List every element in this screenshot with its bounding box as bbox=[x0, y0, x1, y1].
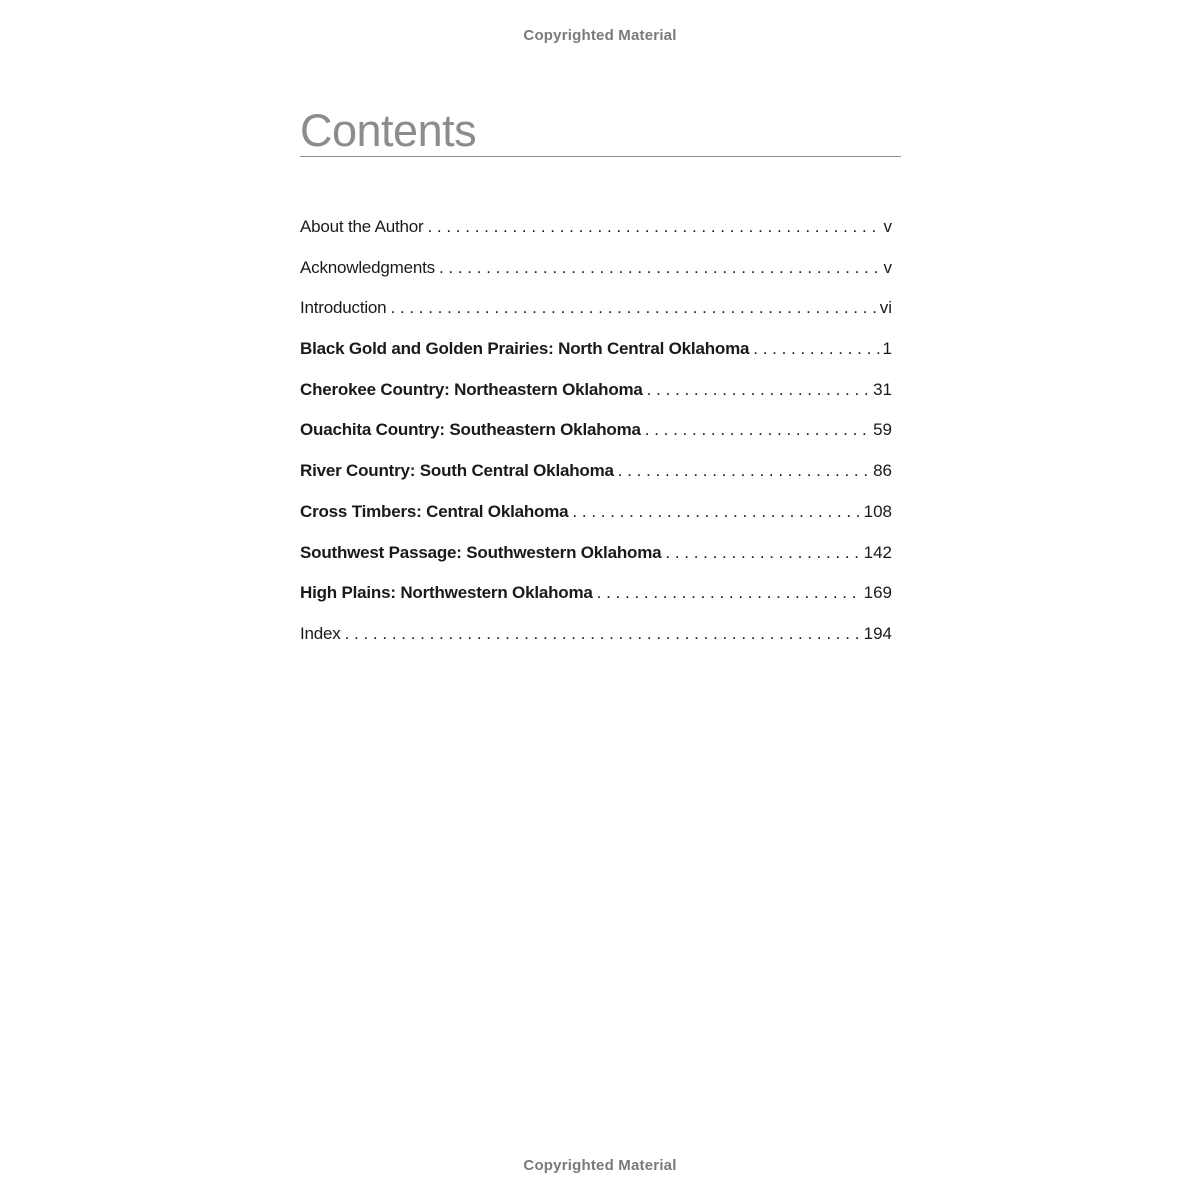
toc-dot-leader bbox=[597, 582, 862, 604]
toc-entry-page: v bbox=[883, 217, 892, 236]
toc-entry-page: 194 bbox=[863, 623, 892, 643]
toc-entry-page: v bbox=[883, 257, 892, 277]
toc-entry[interactable] bbox=[300, 623, 892, 664]
toc-entry-label: River Country: South Central Oklahoma bbox=[300, 461, 614, 481]
toc-entry-label: Introduction bbox=[300, 298, 387, 318]
toc-entry-label: About the Author bbox=[300, 217, 424, 236]
toc-dot-leader bbox=[647, 379, 871, 401]
toc-entry-page: 142 bbox=[863, 542, 892, 562]
contents-heading bbox=[300, 106, 901, 157]
toc-entry-label: Southwest Passage: Southwestern Oklahoma bbox=[300, 542, 662, 562]
copyright-watermark-top: Copyrighted Material bbox=[523, 27, 677, 44]
toc-entry-label: Cherokee Country: Northeastern Oklahoma bbox=[300, 379, 643, 399]
toc-entry-label: Ouachita Country: Southeastern Oklahoma bbox=[300, 420, 641, 440]
toc-entry-page: vi bbox=[879, 298, 892, 318]
toc-entry[interactable] bbox=[300, 582, 892, 623]
toc-entry-label: Black Gold and Golden Prairies: North Central Oklahoma bbox=[300, 339, 750, 359]
toc-entry-label: Cross Timbers: Central Oklahoma bbox=[300, 501, 569, 521]
toc-dot-leader bbox=[427, 216, 881, 238]
toc-entry[interactable] bbox=[300, 419, 892, 460]
toc-entry-page: 59 bbox=[873, 420, 892, 440]
toc-entry[interactable] bbox=[300, 216, 892, 257]
page-title: Contents bbox=[300, 105, 477, 156]
toc-entry[interactable] bbox=[300, 501, 892, 542]
toc-entry[interactable] bbox=[300, 257, 892, 298]
toc-dot-leader bbox=[665, 542, 861, 564]
toc-entry[interactable] bbox=[300, 379, 892, 420]
toc-entry-label: Index bbox=[300, 623, 341, 643]
toc-entry-page: 86 bbox=[873, 461, 892, 481]
toc-dot-leader bbox=[645, 419, 871, 441]
toc-entry-label: High Plains: Northwestern Oklahoma bbox=[300, 583, 593, 603]
toc-entry-page: 169 bbox=[863, 583, 892, 603]
toc-entry-page: 108 bbox=[863, 501, 892, 521]
copyright-watermark-bottom: Copyrighted Material bbox=[523, 1157, 677, 1174]
toc-dot-leader bbox=[753, 338, 880, 360]
toc-entry-label: Acknowledgments bbox=[300, 257, 435, 277]
toc-entry[interactable] bbox=[300, 542, 892, 583]
toc-dot-leader bbox=[439, 257, 882, 279]
toc-entry-page: 31 bbox=[873, 379, 892, 399]
toc-dot-leader bbox=[572, 501, 861, 523]
toc-entry-page: 1 bbox=[882, 339, 892, 359]
title-rule bbox=[300, 156, 901, 157]
toc-entry[interactable] bbox=[300, 460, 892, 501]
toc-entry[interactable] bbox=[300, 297, 892, 338]
table-of-contents bbox=[300, 216, 892, 664]
toc-dot-leader bbox=[618, 460, 871, 482]
toc-dot-leader bbox=[345, 623, 862, 645]
toc-dot-leader bbox=[390, 297, 877, 319]
toc-entry[interactable] bbox=[300, 338, 892, 379]
